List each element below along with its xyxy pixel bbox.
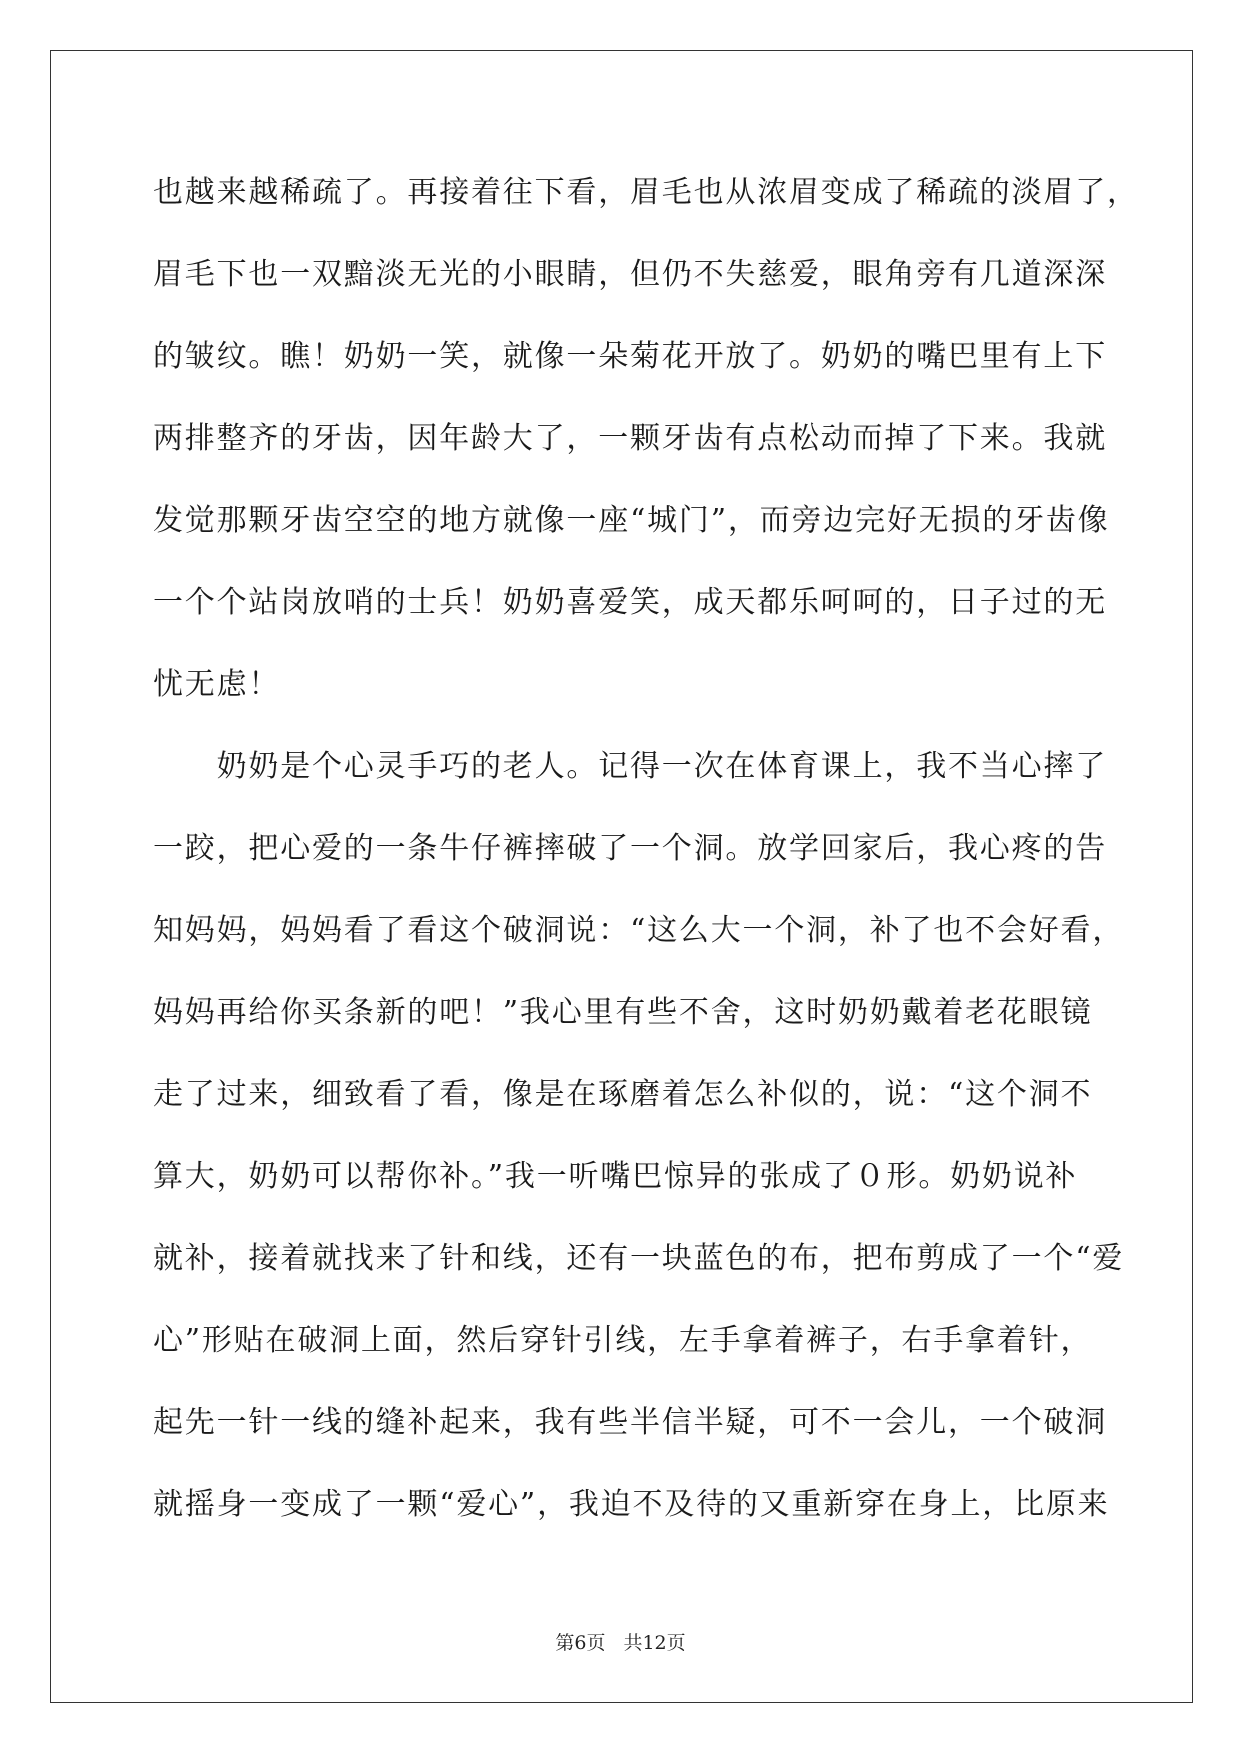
text-line: 眉毛下也一双黯淡无光的小眼睛，但仍不失慈爱，眼角旁有几道深深 [153,257,1107,292]
text-line: 就补，接着就找来了针和线，还有一块蓝色的布，把布剪成了一个“爱 [153,1241,1125,1276]
text-line: 的皱纹。瞧！奶奶一笑，就像一朵菊花开放了。奶奶的嘴巴里有上下 [153,339,1107,374]
document-body [153,164,1139,1558]
page-number: 第6页 [555,1632,606,1654]
text-line: 奶奶是个心灵手巧的老人。记得一次在体育课上，我不当心摔了 [153,749,1107,784]
text-line: 心”形贴在破洞上面，然后穿针引线，左手拿着裤子，右手拿着针， [153,1323,1093,1358]
text-line: 就摇身一变成了一颗“爱心”，我迫不及待的又重新穿在身上，比原来 [153,1487,1110,1522]
page-footer [0,1628,1241,1655]
text-line: 知妈妈，妈妈看了看这个破洞说：“这么大一个洞，补了也不会好看， [153,913,1125,948]
text-line: 算大，奶奶可以帮你补。”我一听嘴巴惊异的张成了０形。奶奶说补 [153,1159,1078,1194]
text-line: 忧无虑！ [153,667,281,702]
text-line: 一跤，把心爱的一条牛仔裤摔破了一个洞。放学回家后，我心疼的告 [153,831,1107,866]
text-line: 两排整齐的牙齿，因年龄大了，一颗牙齿有点松动而掉了下来。我就 [153,421,1107,456]
text-line: 一个个站岗放哨的士兵！奶奶喜爱笑，成天都乐呵呵的，日子过的无 [153,585,1107,620]
text-line: 也越来越稀疏了。再接着往下看，眉毛也从浓眉变成了稀疏的淡眉了， [153,175,1139,210]
text-line: 起先一针一线的缝补起来，我有些半信半疑，可不一会儿，一个破洞 [153,1405,1107,1440]
page-total: 共12页 [623,1632,686,1654]
text-line: 走了过来，细致看了看，像是在琢磨着怎么补似的，说：“这个洞不 [153,1077,1093,1112]
text-line: 妈妈再给你买条新的吧！”我心里有些不舍，这时奶奶戴着老花眼镜 [153,995,1093,1030]
text-line: 发觉那颗牙齿空空的地方就像一座“城门”，而旁边完好无损的牙齿像 [153,503,1110,538]
